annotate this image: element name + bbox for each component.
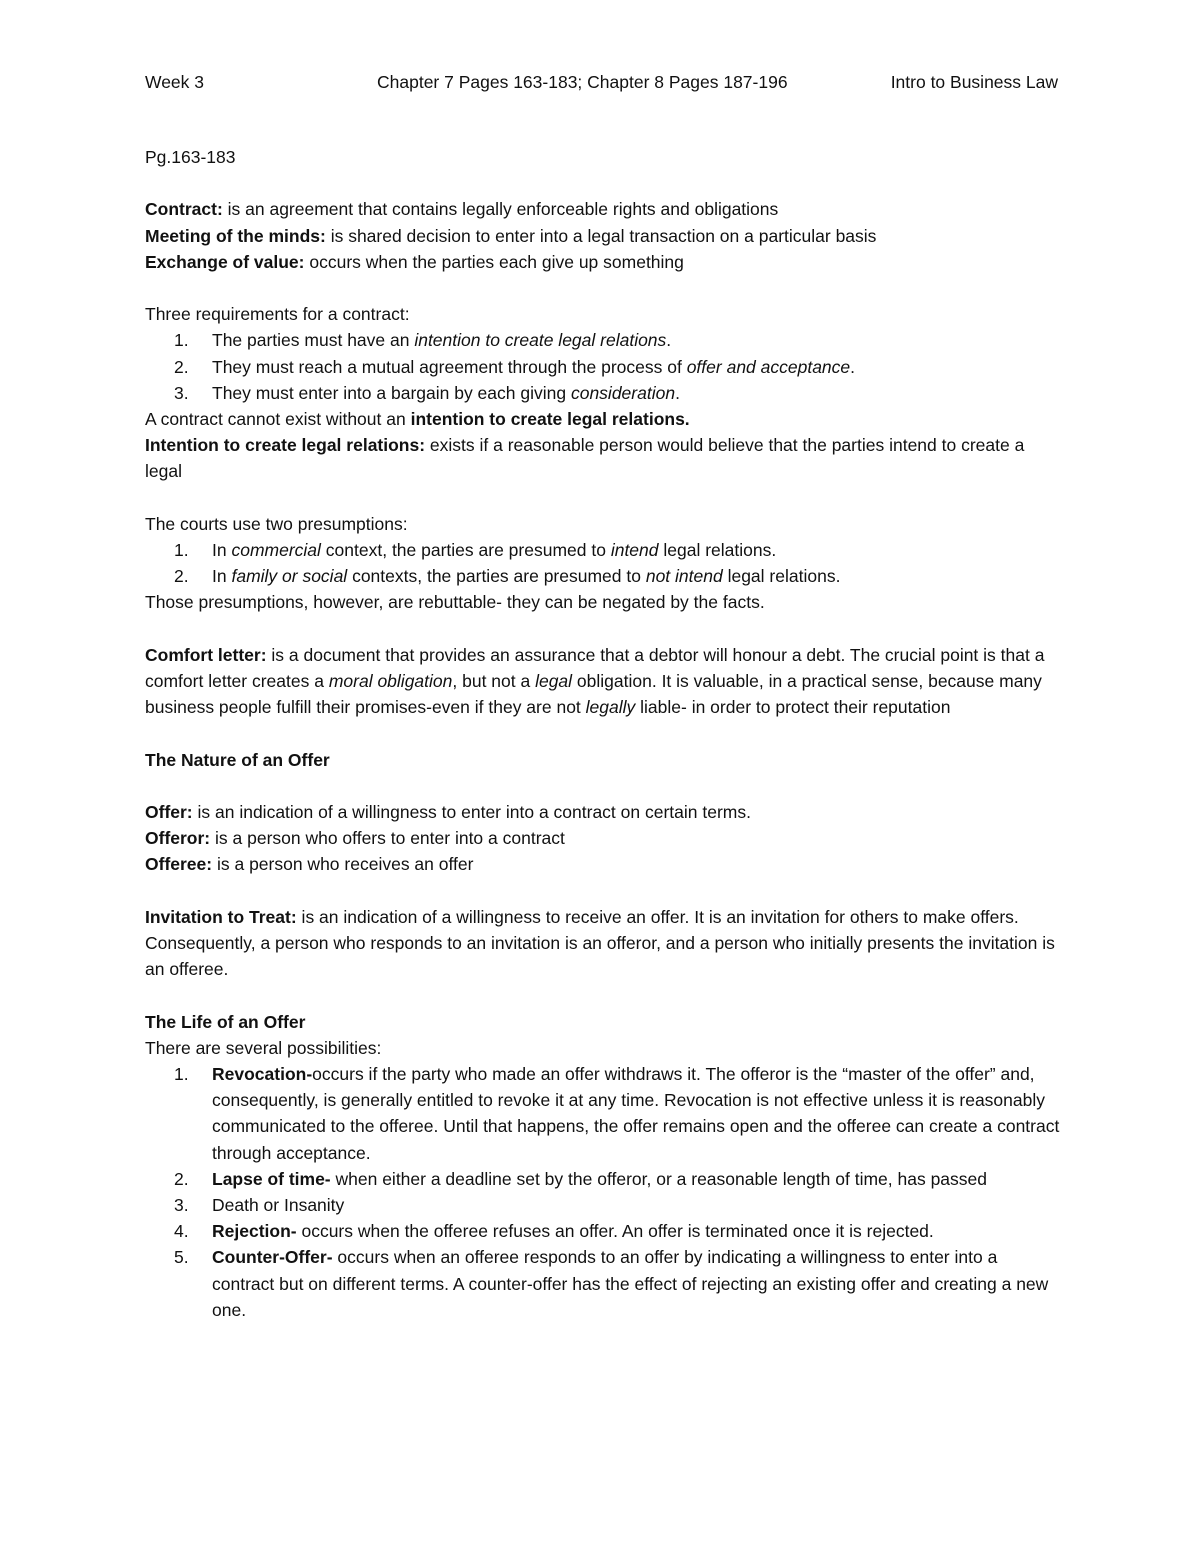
definition-comfort-letter — [145, 642, 1060, 721]
list-number: 1. — [174, 330, 189, 351]
definition-text: , but not a — [452, 671, 536, 691]
term: Rejection- — [212, 1221, 297, 1242]
list-item — [145, 1218, 1060, 1244]
item-emphasis: intend — [610, 540, 659, 560]
definition-intention — [145, 432, 1060, 484]
term: Invitation to Treat: — [145, 906, 297, 927]
definition-text: exists if a reasonable person would believe that the parties intend to create a legal — [145, 435, 1025, 482]
term: Intention to create legal relations: — [145, 435, 426, 456]
item-text: Death or Insanity — [212, 1195, 345, 1215]
term: Offer: — [145, 801, 193, 822]
list-number: 2. — [174, 566, 189, 587]
item-emphasis: offer and acceptance — [686, 356, 851, 377]
definition-offer — [145, 799, 1060, 825]
term: Revocation- — [212, 1063, 313, 1084]
text-emphasis: legal — [535, 671, 573, 691]
list-item — [145, 1244, 1060, 1323]
item-text: legal relations. — [722, 566, 841, 587]
list-item — [145, 1166, 1060, 1192]
list-item — [145, 354, 1060, 380]
header-course: Intro to Business Law — [890, 72, 1058, 92]
item-emphasis: intention to create legal relations — [414, 330, 667, 351]
definition-offeror — [145, 825, 1060, 851]
list-item — [145, 1192, 1060, 1218]
definition-text: is a person who receives an offer — [212, 854, 474, 875]
section-heading-nature-of-offer — [145, 747, 1060, 773]
header-week: Week 3 — [145, 72, 205, 92]
text-emphasis: legally — [585, 697, 636, 718]
definition-meeting-of-minds — [145, 223, 1060, 249]
term: Offeree: — [145, 854, 213, 875]
definition-text: is an indication of a willingness to enter into a contract on certain terms. — [192, 801, 751, 822]
term: Meeting of the minds: — [145, 225, 326, 246]
page-header — [145, 72, 1058, 98]
requirements-list — [145, 327, 1060, 406]
term: Counter-Offer- — [212, 1247, 333, 1268]
term: Comfort letter: — [145, 644, 267, 665]
definition-text: is an agreement that contains legally enforceable rights and obligations — [222, 199, 779, 220]
note-bold: intention to create legal relations. — [410, 409, 690, 429]
item-text: when either a deadline set by the offeror, or a reasonable length of time, has passed — [330, 1168, 987, 1189]
item-text: context, the parties are presumed to — [320, 540, 611, 560]
definition-contract — [145, 196, 1060, 222]
term: Offeror: — [145, 828, 211, 849]
header-chapters: Chapter 7 Pages 163-183; Chapter 8 Pages 187-196 — [377, 72, 788, 92]
definition-text: is a document that provides an assurance that a debtor will honour a debt. The crucial point is that a comfort letter creates a — [145, 644, 1045, 691]
list-number: 3. — [174, 382, 189, 403]
definition-text: is an indication of a willingness to receive an offer. It is an invitation for others to make offers. Consequently, a person who responds to an invitation is an offeror, and a person who initially presents the invitation is an offeree. — [145, 906, 1055, 980]
definition-text: is shared decision to enter into a legal transaction on a particular basis — [325, 225, 877, 246]
term: Exchange of value: — [145, 251, 305, 272]
definition-text: is a person who offers to enter into a contract — [210, 828, 565, 849]
item-text: They must enter into a bargain by each giving — [212, 382, 571, 403]
list-item — [145, 537, 1060, 563]
item-text: occurs if the party who made an offer withdraws it. The offeror is the “master of the offer” and, consequently, is generally entitled to revoke it at any time. Revocation is not effective unless it is reasonably communicated to the offeree. Until that happens, the offer remains open and the offeree can create a contract through acceptance. — [212, 1063, 1060, 1163]
definition-text: obligation. It is valuable, in a practical sense, because many business people fulfill their promises-even if they are not — [145, 671, 1042, 718]
definition-exchange-of-value — [145, 249, 1060, 275]
heading-text: The Nature of an Offer — [145, 749, 330, 770]
list-item — [145, 563, 1060, 589]
item-text: . — [666, 330, 672, 351]
definition-text: occurs when the parties each give up something — [304, 251, 684, 272]
presumptions-intro: The courts use two presumptions: — [145, 513, 408, 534]
list-item — [145, 327, 1060, 353]
list-number: 5. — [174, 1247, 189, 1268]
item-text: The parties must have an — [212, 330, 415, 351]
item-text: They must reach a mutual agreement through the process of — [212, 356, 687, 377]
list-number: 2. — [174, 1168, 189, 1189]
term: Contract: — [145, 199, 223, 220]
item-emphasis: not intend — [645, 566, 723, 587]
item-emphasis: consideration — [570, 382, 676, 403]
item-text: . — [675, 382, 680, 403]
list-number: 1. — [174, 540, 189, 560]
presumptions-note: Those presumptions, however, are rebuttable- they can be negated by the facts. — [145, 592, 765, 613]
requirements-intro: Three requirements for a contract: — [145, 304, 410, 325]
document-body — [145, 144, 1060, 1323]
term: Lapse of time- — [212, 1168, 331, 1189]
heading-text: The Life of an Offer — [145, 1011, 306, 1032]
definition-offeree — [145, 851, 1060, 877]
list-number: 3. — [174, 1195, 189, 1215]
list-item — [145, 380, 1060, 406]
page-reference: Pg.163-183 — [145, 147, 236, 167]
note-text: A contract cannot exist without an — [145, 409, 411, 429]
item-text: legal relations. — [658, 540, 777, 560]
list-item — [145, 1061, 1060, 1166]
text-emphasis: moral obligation — [328, 671, 453, 691]
item-emphasis: commercial — [231, 540, 321, 560]
item-text: In — [212, 566, 232, 587]
list-number: 1. — [174, 1063, 189, 1084]
item-text: contexts, the parties are presumed to — [347, 566, 646, 587]
section-heading-life-of-offer — [145, 1009, 1060, 1035]
possibilities-list — [145, 1061, 1060, 1323]
presumptions-list — [145, 537, 1060, 589]
item-text: occurs when an offeree responds to an offer by indicating a willingness to enter into a contract but on different terms. A counter-offer has the effect of rejecting an existing offer and creating a new one. — [212, 1247, 1049, 1320]
item-emphasis: family or social — [231, 566, 348, 587]
list-number: 2. — [174, 356, 189, 377]
definition-text: liable- in order to protect their reputation — [635, 697, 951, 718]
item-text: occurs when the offeree refuses an offer. An offer is terminated once it is rejected. — [296, 1221, 934, 1242]
definition-invitation-to-treat — [145, 904, 1060, 983]
item-text: . — [850, 356, 856, 377]
requirements-note — [145, 406, 1060, 432]
item-text: In — [212, 540, 232, 560]
possibilities-intro: There are several possibilities: — [145, 1037, 382, 1058]
list-number: 4. — [174, 1221, 189, 1242]
